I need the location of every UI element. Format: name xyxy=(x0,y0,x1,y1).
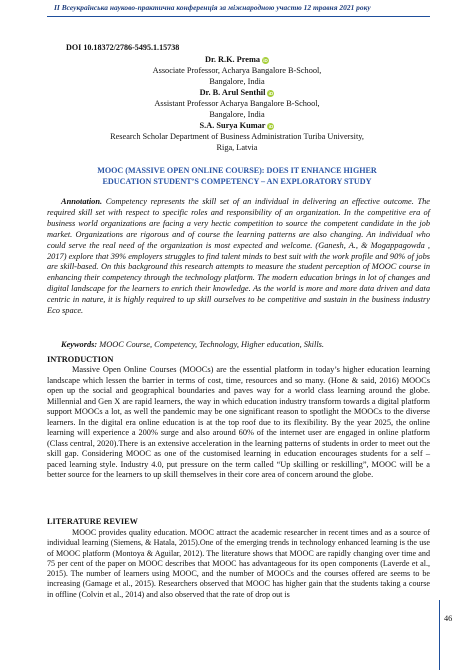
keywords-text: MOOC Course, Competency, Technology, Higher education, Skills. xyxy=(99,340,324,349)
title-line: MOOC (MASSIVE OPEN ONLINE COURSE): DOES IT ENHANCE HIGHER xyxy=(97,166,377,175)
section-heading-introduction: INTRODUCTION xyxy=(47,355,114,364)
author-block xyxy=(0,54,474,153)
abstract xyxy=(47,197,430,317)
page-number: 46 xyxy=(444,614,453,623)
author-affiliation: Research Scholar Department of Business Administration Turiba University, xyxy=(110,132,364,141)
literature-paragraph: MOOC provides quality education. MOOC attract the academic researcher in recent times and as a source of individual learning (Siemens, & Hatala, 2015).One of the emerging trends in technology enhanced learning is the use of MOOC platform (Montoya & Aguilar, 2012). The literature shows that MOOC are rapidly changing over time and 75 per cent of the paper on MOOC describes that MOOC has advantageous for its open components (Laverde et al., 2015). The number of learners using MOOC, and the number of MOOCs and the courses offered are seems to be increasing (Gamage et al., 2015). Researchers observed that MOOC has higher gain that the students taking a course in offline (Colvin et al., 2014) and also observed that the rate of drop out is xyxy=(47,528,430,599)
author-name: Dr. B. Arul Senthil xyxy=(199,88,266,97)
orcid-icon[interactable]: iD xyxy=(268,124,274,129)
section-heading-literature-review: LITERATURE REVIEW xyxy=(47,517,138,526)
author-3 xyxy=(0,120,474,131)
orcid-icon[interactable]: iD xyxy=(268,91,274,96)
title-line: EDUCATION STUDENT’S COMPETENCY – AN EXPLORATORY STUDY xyxy=(102,177,372,186)
author-name: Dr. R.K. Prema xyxy=(204,55,261,64)
conference-header: ІІ Всеукраїнська науково-практична конференція за міжнародною участю 12 травня 2021 року xyxy=(54,3,371,12)
doi: DOI 10.18372/2786-5495.1.15738 xyxy=(66,43,180,52)
author-location: Riga, Latvia xyxy=(216,143,258,152)
author-location: Bangalore, India xyxy=(209,77,265,86)
introduction-paragraph: Massive Open Online Courses (MOOCs) are the essential platform in today’s higher education learning landscape which lessen the barrier in terms of cost, time, resources and so many. (Hone & said, 2016) MOOCs open up the social and geographical boundaries and paves way for a world class learning around the globe. Millennial and Gen X are rapid learners, the way in which education industry transform towards a digital platform support MOOCs a lot, as well the pandemic may be one significant reason to spotlight the MOOCs to the diverse learners. In the digital era online education is at the top roof due to its flexibility. By the year 2025, the online learning will experience a 200% surge and also around 60% of the internet user are engaged in online platform (Class central, 2020).There is an extensive acceleration in the learning patterns of students in order to meet out the skill gap. Considering MOOC as one of the customised learning in education encourages students for a self – paced learning style. Industry 4.0, put pressure on the term called “Up skilling or reskilling”, MOOC will be a better source for the learners to up skill themselves in their core area of concern around the globe. xyxy=(47,365,430,479)
author-affiliation: Associate Professor, Acharya Bangalore B-School, xyxy=(152,66,322,75)
author-location: Bangalore, India xyxy=(209,110,265,119)
author-affiliation: Assistant Professor Acharya Bangalore B-School, xyxy=(154,99,320,108)
page-number-rule xyxy=(439,600,440,670)
paper-title xyxy=(20,165,454,187)
abstract-text: Competency represents the skill set of an individual in delivering an effective outcome. The required skill set with respect to specific roles and responsibility of an organization. In the competitive era of business world organizations are facing a very hectic competition to source the competent candidate in the job market. Organizations are rigorous and of course the learning patterns are also changing. An individual who could serve the real need of the organization is most expected and welcome. (Ganesh, A., & Mogappagowda , 2017) explore that 39% employers struggles to find talent minds to best suit with the work profile and 90% of jobs are skill-based. On this background this research attempts to measure the student perception of MOOC course in enhancing their competency through the technology platform. The modern education brings in lot of changes and digital landscape for the learners to enrich their knowledge. As the world is more and more data driven and data centric in nature, it is highly required to up skill ourselves to be competitive and sustain in the business industry Eco space. xyxy=(47,197,430,316)
author-name: S.A. Surya Kumar xyxy=(199,121,266,130)
author-2 xyxy=(0,87,474,98)
keywords xyxy=(61,340,431,349)
keywords-label: Keywords: xyxy=(61,340,98,349)
abstract-label: Annotation. xyxy=(61,197,103,206)
orcid-icon[interactable]: iD xyxy=(263,58,268,63)
author-1 xyxy=(0,54,474,65)
